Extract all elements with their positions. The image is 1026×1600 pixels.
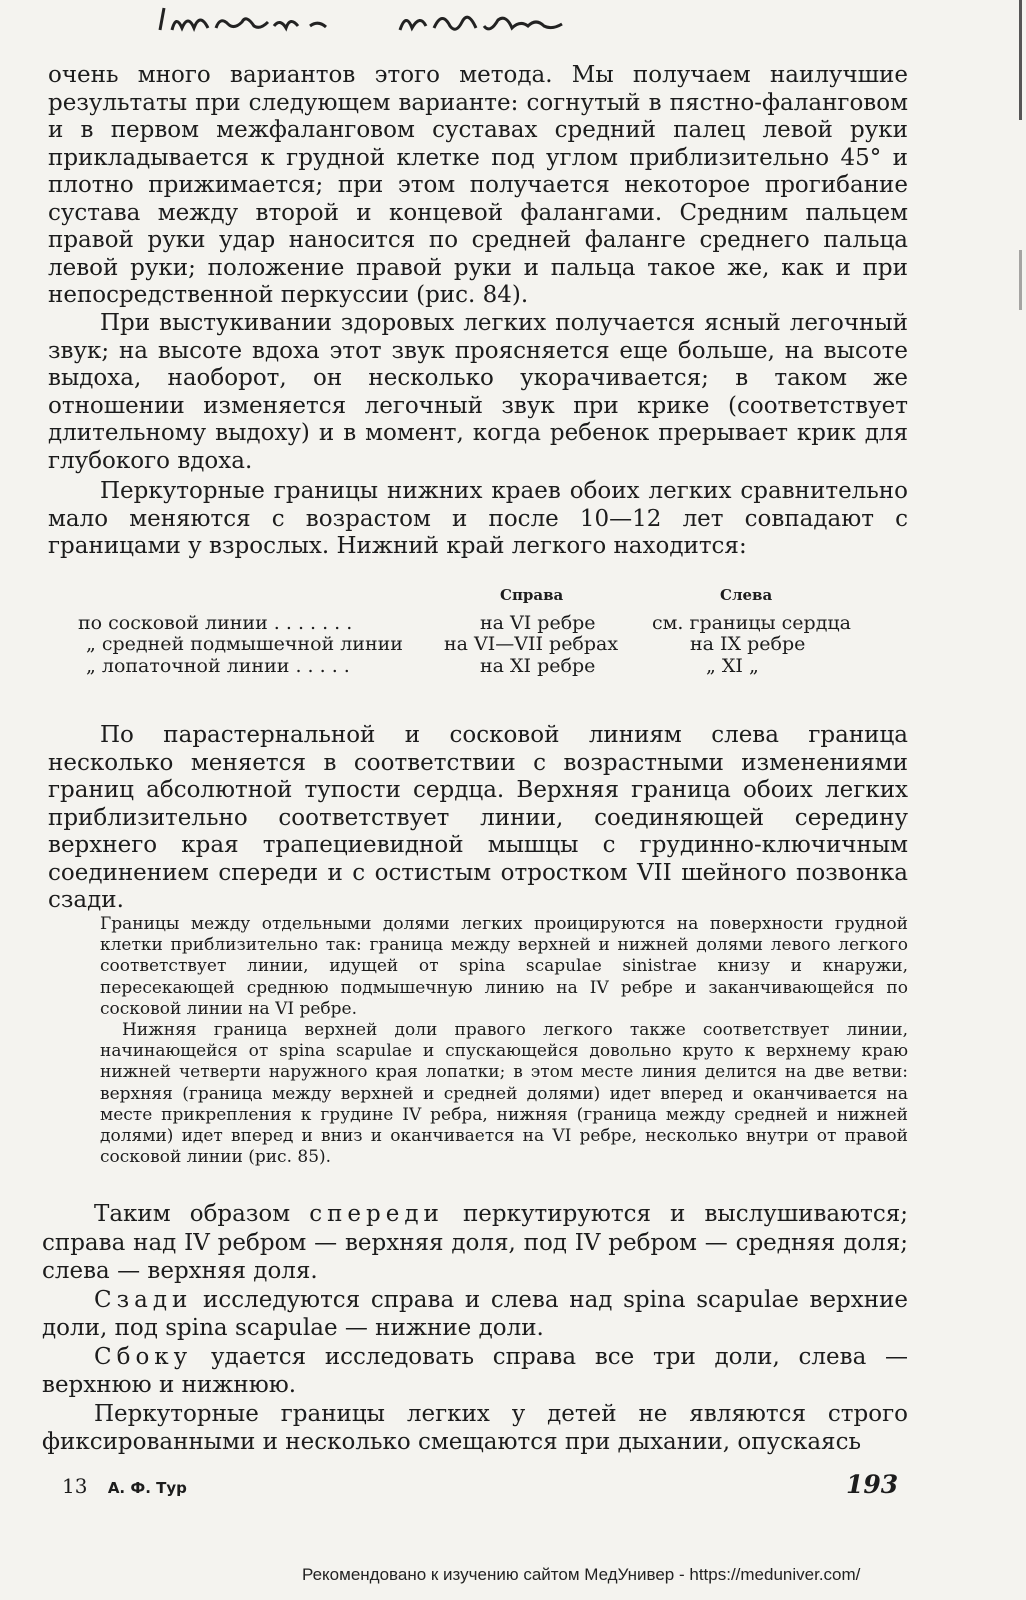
lead-text: Таким образом (94, 1201, 291, 1227)
lower-paragraph (42, 1286, 908, 1343)
paragraph-1 (48, 62, 908, 310)
lower-text-block (42, 1200, 908, 1457)
paragraph-rest: Перкуторные границы легких у детей не являются строго фиксированными и несколько смещаются при дыхании, опускаясь (42, 1400, 908, 1455)
paragraph-rest: удается исследовать справа все три доли, слева — верхнюю и нижнюю. (42, 1343, 909, 1398)
spaced-emphasis: Сзади (94, 1286, 193, 1313)
watermark-text: Рекомендовано к изучению сайтом МедУнивер - https://meduniver.com/ (302, 1565, 861, 1584)
small-print-block (100, 914, 908, 1168)
paragraph-2 (48, 310, 908, 475)
paragraph-text: очень много вариантов этого метода. Мы получаем наилучшие результаты при следующем варианте: согнутый в пястно-фаланговом и в первом межфаланговом суставах средний палец левой руки прикладывается к грудной клетке под углом приблизительно 45° и плотно прижимается; при этом получается некоторое прогибание сустава между второй и концевой фалангами. Средним пальцем правой руки удар наносится по средней фаланге среднего пальца левой руки; положение правой руки и пальца такое же, как и при непосредственной перкуссии (рис. 84). (48, 62, 908, 308)
row-left-value: см. границы сердца (652, 612, 851, 634)
paragraph-text: По парастернальной и сосковой линиям слева граница несколько меняется в соответствии с возрастными изменениями границ абсолютной тупости сердца. Верхняя граница обоих легких приблизительно соответствует линии, соединяющей середину верхнего края трапециевидной мышцы с грудинно-ключичным соединением спереди и с остистым отростком VII шейного позвонка сзади. (48, 722, 908, 913)
signature-number: 13 (62, 1474, 88, 1498)
table-row (78, 612, 898, 634)
table-row (78, 655, 898, 677)
small-paragraph: Границы между отдельными долями легких проицируются на поверхности грудной клетки приблизительно так: граница между верхней и нижней долями левого легкого соответствует линии, идущей от spina scapulae sinistrae книзу и кнаружи, пересекающей среднюю подмышечную линию на IV ребре и заканчивающейся по сосковой линии на VI ребре. (100, 914, 908, 1019)
paragraph-text: Перкуторные границы нижних краев обоих легких сравнительно мало меняются с возрастом и после 10—12 лет совпадают с границами у взрослых. Нижний край легкого находится: (48, 478, 908, 559)
table-row (78, 633, 898, 655)
row-left-value: на IX ребре (690, 633, 806, 655)
page-edge-shadow (1019, 0, 1022, 120)
handwritten-note (150, 0, 670, 50)
author-name: А. Ф. Тур (107, 1479, 187, 1497)
row-left-value: „ XI „ (706, 655, 759, 677)
paragraph-rest: перкутируются и выслушиваются; справа над IV ребром — верхняя доля, под IV ребром — средняя доля; слева — верхняя доля. (42, 1201, 908, 1284)
row-right-value: на XI ребре (480, 655, 596, 677)
lower-paragraph (42, 1343, 908, 1400)
paragraph-rest: исследуются справа и слева над spina scapulae верхние доли, под spina scapulae — нижние доли. (42, 1286, 908, 1341)
row-right-value: на VI—VII ребрах (444, 633, 619, 655)
paragraph-3 (48, 478, 908, 561)
spaced-emphasis: Сбоку (94, 1343, 193, 1370)
header-left-side: Слева (720, 586, 773, 604)
row-label: по сосковой линии . . . . . . . (78, 612, 353, 634)
lower-paragraph (42, 1200, 908, 1286)
header-right-side: Справа (500, 586, 564, 604)
paragraph-4 (48, 722, 908, 915)
row-label: „ лопаточной линии . . . . . (86, 655, 350, 677)
paragraph-text: При выстукивании здоровых легких получается ясный легочный звук; на высоте вдоха этот звук проясняется еще больше, на высоте выдоха, наоборот, он несколько укорачивается; в таком же отношении изменяется легочный звук при крике (соответствует длительному выдоху) и в момент, когда ребенок прерывает крик для глубокого вдоха. (48, 310, 908, 474)
spaced-emphasis: спереди (309, 1201, 444, 1227)
handwriting-scribble (150, 0, 670, 50)
signature-mark (62, 1474, 187, 1498)
row-label: „ средней подмышечной линии (86, 633, 403, 655)
small-paragraph: Нижняя граница верхней доли правого легкого также соответствует линии, начинающейся от spina scapulae и спускающейся довольно круто к верхнему краю нижней четверти наружного края лопатки; в этом месте линия делится на две ветви: верхняя (граница между верхней и средней долями) идет вперед и оканчивается на месте прикрепления к грудине IV ребра, нижняя (граница между средней и нижней долями) идет вперед и вниз и оканчивается на VI ребре, несколько внутри от правой сосковой линии (рис. 85). (100, 1020, 908, 1168)
page-number: 193 (846, 1470, 899, 1499)
page-edge-shadow (1019, 250, 1022, 310)
row-right-value: на VI ребре (480, 612, 596, 634)
lower-paragraph (42, 1400, 908, 1457)
